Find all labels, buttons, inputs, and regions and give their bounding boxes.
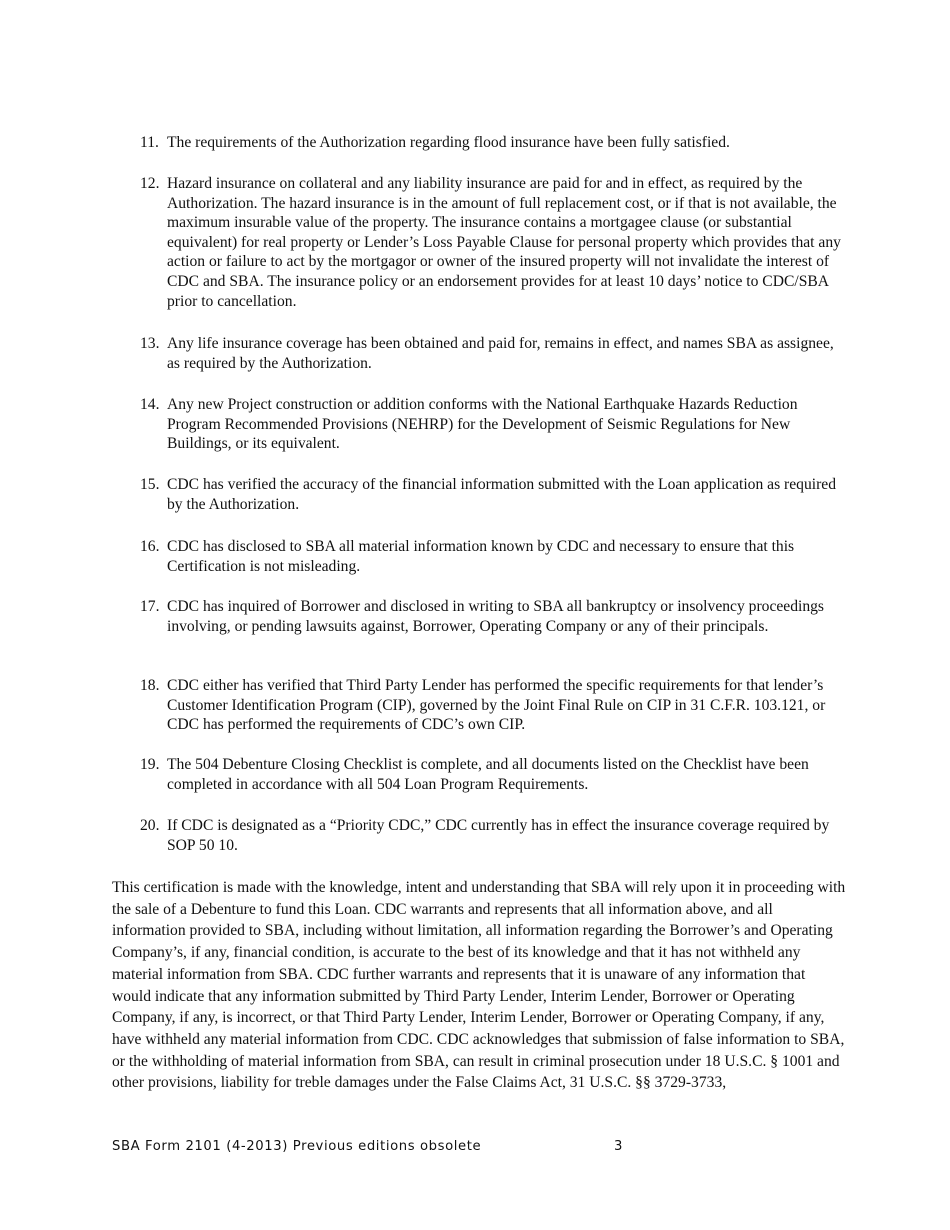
list-item-number: 16. bbox=[140, 538, 160, 555]
list-item bbox=[140, 597, 855, 636]
list-item-text: If CDC is designated as a “Priority CDC,” CDC currently has in effect the insurance coverage required by SOP 50 10. bbox=[167, 817, 830, 854]
list-item-number: 11. bbox=[140, 134, 159, 151]
list-item-number: 19. bbox=[140, 756, 160, 773]
list-item bbox=[140, 816, 845, 855]
list-item-text: CDC has verified the accuracy of the financial information submitted with the Loan application as required by the Authorization. bbox=[167, 476, 837, 513]
list-item-text: The 504 Debenture Closing Checklist is complete, and all documents listed on the Checklist have been completed in accordance with all 504 Loan Program Requirements. bbox=[167, 756, 809, 793]
list-item-text: CDC either has verified that Third Party Lender has performed the specific requirements for that lender’s Customer Identification Program (CIP), governed by the Joint Final Rule on CIP in 31 C.F.R. 103.121, or CDC has performed the requirements of CDC’s own CIP. bbox=[167, 677, 826, 734]
list-item-text: Hazard insurance on collateral and any liability insurance are paid for and in effect, as required by the Authorization. The hazard insurance is in the amount of full replacement cost, or if that is not available, the maximum insurable value of the property. The insurance contains a mortgagee clause (or substantial equivalent) for real property or Lender’s Loss Payable Clause for personal property which provides that any action or failure to act by the mortgagor or owner of the insured property will not invalidate the interest of CDC and SBA. The insurance policy or an endorsement provides for at least 10 days’ notice to CDC/SBA prior to cancellation. bbox=[167, 175, 841, 310]
list-item-number: 12. bbox=[140, 175, 160, 192]
list-item bbox=[140, 755, 845, 794]
list-item bbox=[140, 676, 845, 735]
list-item-text: CDC has disclosed to SBA all material information known by CDC and necessary to ensure that this Certification is not misleading. bbox=[167, 538, 795, 575]
list-item-number: 20. bbox=[140, 817, 160, 834]
list-item-number: 15. bbox=[140, 476, 160, 493]
list-item-number: 14. bbox=[140, 396, 160, 413]
list-item-number: 18. bbox=[140, 677, 160, 694]
list-item-text: Any new Project construction or addition conforms with the National Earthquake Hazards Reduction Program Recommended Provisions (NEHRP) for the Development of Seismic Regulations for New Buildings, or its equivalent. bbox=[167, 396, 798, 453]
list-item bbox=[140, 174, 845, 311]
list-item bbox=[140, 537, 845, 576]
list-item bbox=[140, 395, 845, 454]
list-item bbox=[140, 133, 845, 153]
form-footer-label: SBA Form 2101 (4-2013) Previous editions obsolete bbox=[112, 1139, 482, 1154]
page-number: 3 bbox=[614, 1139, 623, 1154]
list-item-number: 17. bbox=[140, 598, 160, 615]
list-item-number: 13. bbox=[140, 335, 160, 352]
list-item bbox=[140, 475, 845, 514]
list-item-text: CDC has inquired of Borrower and disclosed in writing to SBA all bankruptcy or insolvency proceedings involving, or pending lawsuits against, Borrower, Operating Company or any of their principals. bbox=[167, 598, 824, 635]
list-item-text: The requirements of the Authorization regarding flood insurance have been fully satisfied. bbox=[167, 134, 730, 151]
list-item bbox=[140, 334, 845, 373]
list-item-text: Any life insurance coverage has been obtained and paid for, remains in effect, and names SBA as assignee, as required by the Authorization. bbox=[167, 335, 834, 372]
closing-paragraph: This certification is made with the knowledge, intent and understanding that SBA will rely upon it in proceeding with the sale of a Debenture to fund this Loan. CDC warrants and represents that all information above, and all information provided to SBA, including without limitation, all information regarding the Borrower’s and Operating Company’s, if any, financial condition, is accurate to the best of its knowledge and that it has not withheld any material information from SBA. CDC further warrants and represents that it is unaware of any information that would indicate that any information submitted by Third Party Lender, Interim Lender, Borrower or Operating Company, if any, is incorrect, or that Third Party Lender, Interim Lender, Borrower or Operating Company, if any, have withheld any material information from CDC. CDC acknowledges that submission of false information to SBA, or the withholding of material information from SBA, can result in criminal prosecution under 18 U.S.C. § 1001 and other provisions, liability for treble damages under the False Claims Act, 31 U.S.C. §§ 3729-3733, bbox=[112, 879, 846, 1092]
